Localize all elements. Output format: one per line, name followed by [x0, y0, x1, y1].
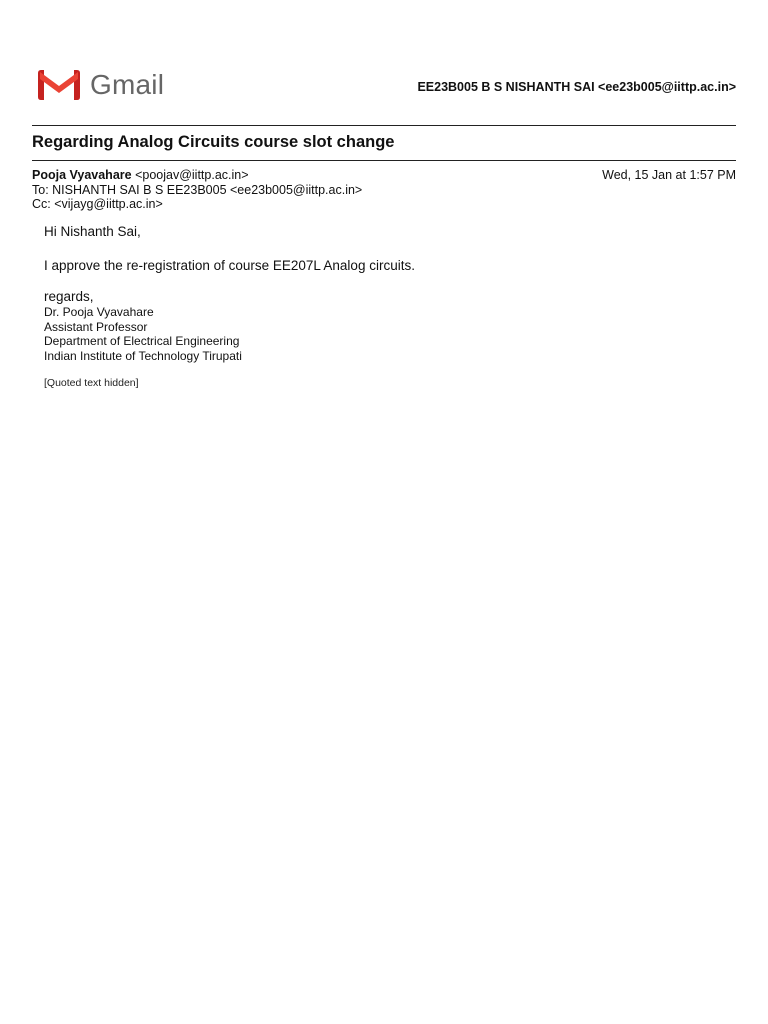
email-subject: Regarding Analog Circuits course slot change [32, 133, 395, 151]
recipient-to: To: NISHANTH SAI B S EE23B005 <ee23b005@iittp.ac.in> [32, 182, 363, 197]
gmail-logo [37, 68, 164, 101]
email-greeting: Hi Nishanth Sai, [44, 224, 141, 239]
subject-top-divider [32, 125, 736, 126]
email-date: Wed, 15 Jan at 1:57 PM [602, 168, 736, 182]
subject-bottom-divider [32, 160, 736, 161]
account-identity: EE23B005 B S NISHANTH SAI <ee23b005@iittp.ac.in> [417, 80, 736, 94]
recipient-cc: Cc: <vijayg@iittp.ac.in> [32, 197, 163, 211]
sender-name: Pooja Vyavahare [32, 168, 132, 182]
email-regards: regards, [44, 289, 94, 304]
sender-email: <poojav@iittp.ac.in> [135, 168, 249, 182]
quoted-text-hidden[interactable]: [Quoted text hidden] [44, 376, 139, 389]
signature-institute: Indian Institute of Technology Tirupati [44, 349, 242, 364]
email-message: I approve the re-registration of course EE207L Analog circuits. [44, 258, 415, 273]
signature-department: Department of Electrical Engineering [44, 334, 240, 349]
email-body [44, 224, 724, 390]
signature-name: Dr. Pooja Vyavahare [44, 305, 154, 319]
signature-title: Assistant Professor [44, 319, 148, 334]
email-meta [32, 168, 736, 212]
gmail-logo-icon [37, 68, 81, 101]
page-header [0, 0, 768, 110]
gmail-logo-text: Gmail [90, 68, 165, 100]
